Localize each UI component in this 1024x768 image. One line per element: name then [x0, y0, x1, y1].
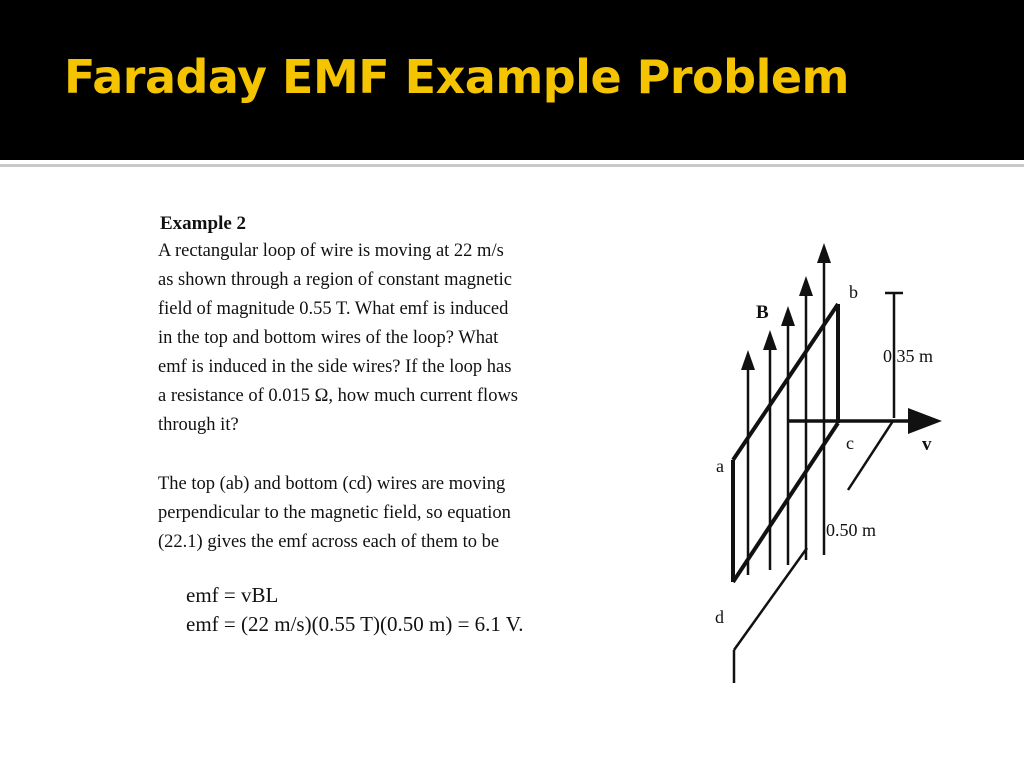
field-arrowhead — [741, 350, 755, 370]
title-bar — [0, 0, 1024, 160]
width-dimension-label: 0.50 m — [826, 520, 877, 540]
field-label: B — [756, 302, 769, 323]
height-dimension-label: 0.35 m — [883, 346, 934, 366]
corner-label-a: a — [716, 456, 724, 476]
field-arrowheads — [741, 243, 831, 370]
problem-line: A rectangular loop of wire is moving at 22 m/s — [158, 241, 504, 261]
velocity-arrowhead — [908, 408, 942, 434]
corner-label-c: c — [846, 433, 854, 453]
field-arrowhead — [763, 330, 777, 350]
problem-line: field of magnitude 0.55 T. What emf is induced — [158, 299, 509, 319]
problem-line: as shown through a region of constant magnetic — [158, 270, 512, 290]
title-divider — [0, 164, 1024, 167]
solution-line: (22.1) gives the emf across each of them to be — [158, 532, 500, 552]
field-arrowhead — [799, 276, 813, 296]
loop-diagram — [690, 235, 950, 690]
velocity-label: v — [922, 434, 932, 455]
problem-line: emf is induced in the side wires? If the loop has — [158, 357, 512, 377]
equation-line: emf = (22 m/s)(0.55 T)(0.50 m) = 6.1 V. — [186, 612, 524, 636]
solution-line: The top (ab) and bottom (cd) wires are moving — [158, 474, 506, 494]
example-heading: Example 2 — [160, 213, 247, 234]
problem-line: in the top and bottom wires of the loop? What — [158, 328, 499, 348]
problem-line: through it? — [158, 415, 239, 435]
equation-line: emf = vBL — [186, 583, 279, 607]
problem-line: a resistance of 0.015 Ω, how much current flows — [158, 386, 519, 406]
solution-line: perpendicular to the magnetic field, so equation — [158, 503, 511, 523]
corner-label-b: b — [849, 282, 858, 302]
field-arrowhead — [817, 243, 831, 263]
field-arrowhead — [781, 306, 795, 326]
slide-title: Faraday EMF Example Problem — [64, 50, 849, 104]
corner-label-d: d — [715, 607, 724, 627]
